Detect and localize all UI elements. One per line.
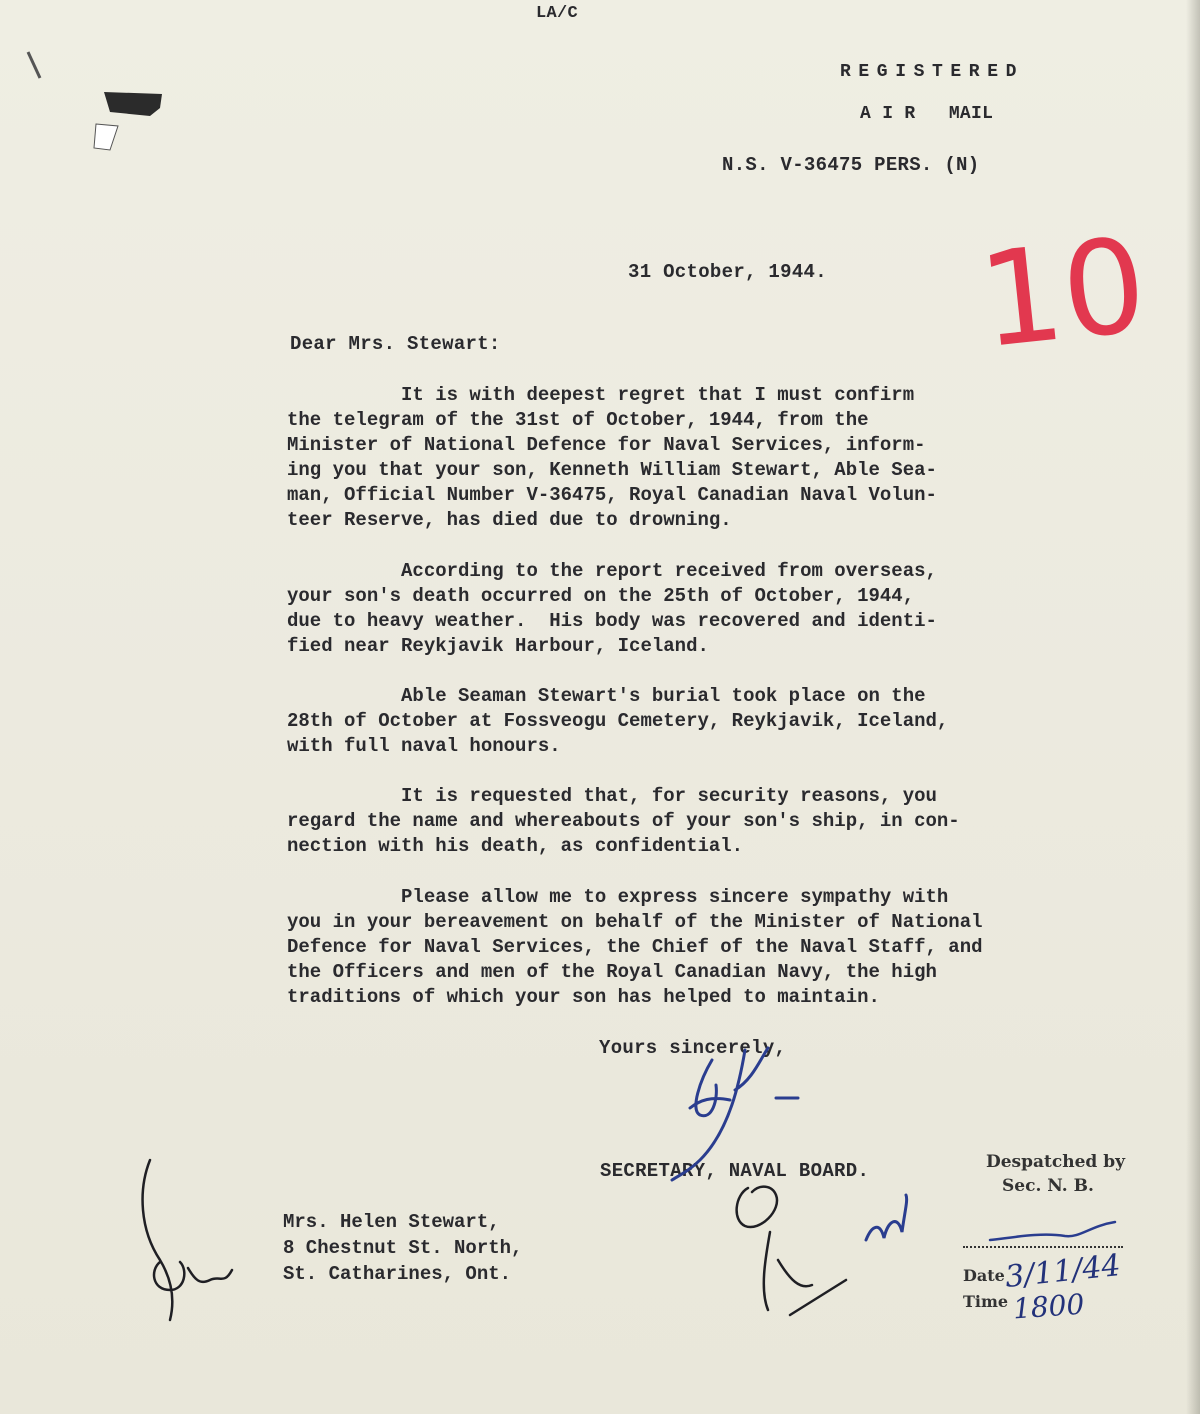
paragraph-line: ing you that your son, Kenneth William Stewart, Able Sea- [287,459,937,481]
file-reference: N.S. V-36475 PERS. (N) [722,154,980,176]
paragraph-line: the telegram of the 31st of October, 1944, from the [287,409,869,431]
paragraph-line: nection with his death, as confidential. [287,835,744,857]
paragraph-line: Able Seaman Stewart's burial took place on the [287,685,926,707]
handwritten-time: 1800 [1011,1287,1086,1326]
initials-scrawl [764,1232,846,1315]
dispatched-stamp-line1: Despatched by [986,1152,1125,1172]
address-line: St. Catharines, Ont. [283,1263,512,1285]
registered-label: REGISTERED [840,62,1025,82]
left-margin-signature [143,1160,232,1320]
secretary-signature [672,1048,798,1180]
top-reference: LA/C [536,4,579,23]
address-line: 8 Chestnut St. North, [283,1237,523,1259]
stamp-initials [990,1222,1115,1240]
dispatched-stamp-line2: Sec. N. B. [1002,1176,1094,1196]
address-line: Mrs. Helen Stewart, [283,1211,500,1233]
salutation: Dear Mrs. Stewart: [290,333,501,355]
paragraph-line: fied near Reykjavik Harbour, Iceland. [287,635,709,657]
red-page-number: 10 [972,208,1153,378]
paragraph-line: due to heavy weather. His body was recovered and identi- [287,610,937,632]
initials-circle [737,1187,777,1227]
handwritten-date: 3/11/44 [1003,1248,1123,1295]
stamp-dotted-line [963,1246,1123,1248]
paragraph-line: you in your bereavement on behalf of the Minister of National [287,911,983,933]
paragraph-line: traditions of which your son has helped to maintain. [287,986,880,1008]
paragraph-line: regard the name and whereabouts of your son's ship, in con- [287,810,960,832]
stamp-date-label: Date [963,1266,1005,1285]
paragraph-line: with full naval honours. [287,735,561,757]
paragraph-line: According to the report received from overseas, [287,560,937,582]
stamp-time-label: Time [963,1292,1009,1311]
closing: Yours sincerely, [599,1037,787,1059]
paragraph-line: your son's death occurred on the 25th of October, 1944, [287,585,915,607]
paragraph-line: Defence for Naval Services, the Chief of the Naval Staff, and [287,936,983,958]
paragraph-line: man, Official Number V-36475, Royal Canadian Naval Volun- [287,484,937,506]
paragraph-line: It is requested that, for security reasons, you [287,785,937,807]
signatory-title: SECRETARY, NAVAL BOARD. [600,1160,870,1182]
paragraph-line: the Officers and men of the Royal Canadian Navy, the high [287,961,937,983]
paragraph-line: Minister of National Defence for Naval Services, inform- [287,434,926,456]
paragraph-line: Please allow me to express sincere sympathy with [287,886,949,908]
paragraph-line: teer Reserve, has died due to drowning. [287,509,732,531]
paragraph-line: It is with deepest regret that I must confirm [287,384,915,406]
paragraph-line: 28th of October at Fossveogu Cemetery, Reykjavik, Iceland, [287,710,949,732]
blue-initials [866,1195,907,1240]
letter-date: 31 October, 1944. [628,261,827,283]
air-mail-label: A I R MAIL [860,104,994,124]
